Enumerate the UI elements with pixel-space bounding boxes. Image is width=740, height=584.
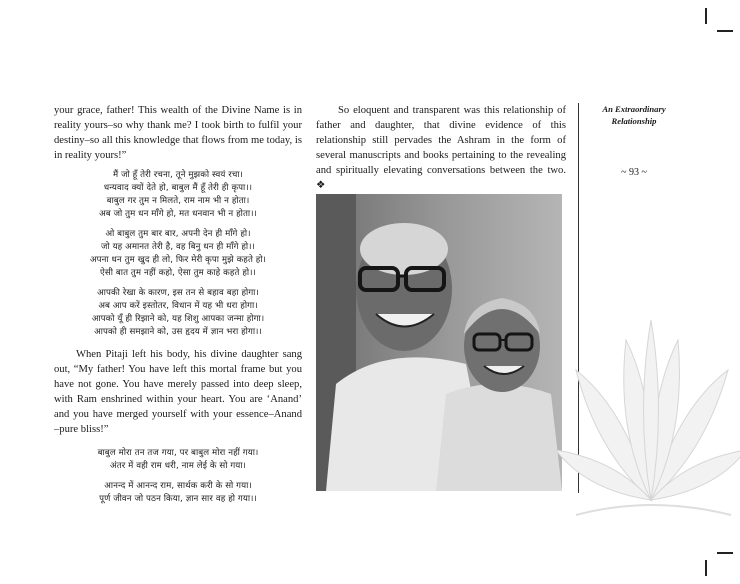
paragraph-relationship: So eloquent and transparent was this relationship of father and daughter, that divine evidence of this relationship still pervades the Ashram in the form of several manuscripts and books pertaining to the revealing and spiritually elevating conversations between the two. ❖ bbox=[316, 105, 566, 191]
verse-line: अब आप करें इस्तोतर, विधान में यह भी धरा होगा। bbox=[98, 301, 258, 311]
verse-stanza bbox=[54, 228, 302, 280]
verse-stanza bbox=[54, 169, 302, 221]
page-number: ~ 93 ~ bbox=[621, 167, 647, 178]
photo-illustration bbox=[316, 194, 562, 491]
verse-line: ऐसी बात तुम नहीं कहो, ऐसा तुम काहे कहते हो।। bbox=[100, 268, 256, 278]
photo-father-and-daughter bbox=[316, 194, 562, 491]
right-column bbox=[316, 103, 566, 193]
running-head-line-1: An Extraordinary bbox=[602, 104, 666, 114]
paragraph-pitaji: When Pitaji left his body, his divine daughter sang out, “My father! You have left this mortal frame but you have not gone. You have merely passed into deep sleep, with Ram enshrined within your heart. You are ‘Anand’ and you have merged yourself with your essence–Anand –pure bliss!” bbox=[54, 349, 302, 435]
sidebar bbox=[590, 103, 678, 178]
verse-line: अब जो तुम धन माँगे हो, मत धनवान भी न होता।। bbox=[99, 209, 257, 219]
crop-mark bbox=[717, 552, 733, 554]
verse-stanza bbox=[54, 447, 302, 473]
verse-line: बाबुल गर तुम न मिलते, राम नाम भी न होता। bbox=[106, 196, 250, 206]
verse-line: आपको ही समझाने को, उस हृदय में ज्ञान भरा होगा।। bbox=[94, 327, 262, 337]
left-column bbox=[54, 103, 302, 514]
verse-line: आपको यूँ ही रिझाने को, यह शिशु आपका जन्मा होगा। bbox=[91, 314, 265, 324]
verse-line: धन्यवाद क्यों देते हो, बाबुल मैं हूँ तेरी ही कृपा।। bbox=[103, 183, 253, 193]
crop-mark bbox=[705, 8, 707, 24]
hindi-verse-2 bbox=[54, 447, 302, 506]
running-head-line-2: Relationship bbox=[611, 116, 657, 126]
verse-stanza bbox=[54, 287, 302, 339]
lotus-icon bbox=[556, 300, 740, 530]
verse-line: आनन्द में आनन्द राम, सार्थक करी के सो गया। bbox=[104, 481, 252, 491]
crop-mark bbox=[705, 560, 707, 576]
verse-line: आपकी रेखा के कारण, इस तन से बहाव बहा होगा। bbox=[97, 288, 259, 298]
verse-stanza bbox=[54, 480, 302, 506]
verse-line: अपना धन तुम खुद ही लो, फिर मेरी कृपा मुझे कहते हो। bbox=[89, 255, 267, 265]
verse-line: बाबुल मोरा तन तज गया, पर बाबुल मोरा नहीं गया। bbox=[97, 448, 259, 458]
verse-line: अंतर में वही राम धरी, नाम लेई के सो गया। bbox=[110, 461, 246, 471]
verse-line: ओ बाबुल तुम बार बार, अपनी देन ही माँगे हो। bbox=[105, 229, 251, 239]
hindi-verse-1 bbox=[54, 169, 302, 339]
crop-mark bbox=[717, 30, 733, 32]
verse-line: जो यह अमानत तेरी है, वह बिनु धन ही माँगे हो।। bbox=[101, 242, 255, 252]
verse-line: पूर्ण जीवन जो पठन किया, ज्ञान सार वह हो गया।। bbox=[99, 494, 257, 504]
verse-line: मैं जो हूँ तेरी रचना, तूने मुझको स्वयं रचा। bbox=[113, 170, 243, 180]
paragraph-continuation: your grace, father! This wealth of the Divine Name is in reality yours–so why thank me? I took birth to fulfil your destiny–so all this knowledge that flows from me today, is in reality yours!” bbox=[54, 105, 302, 161]
